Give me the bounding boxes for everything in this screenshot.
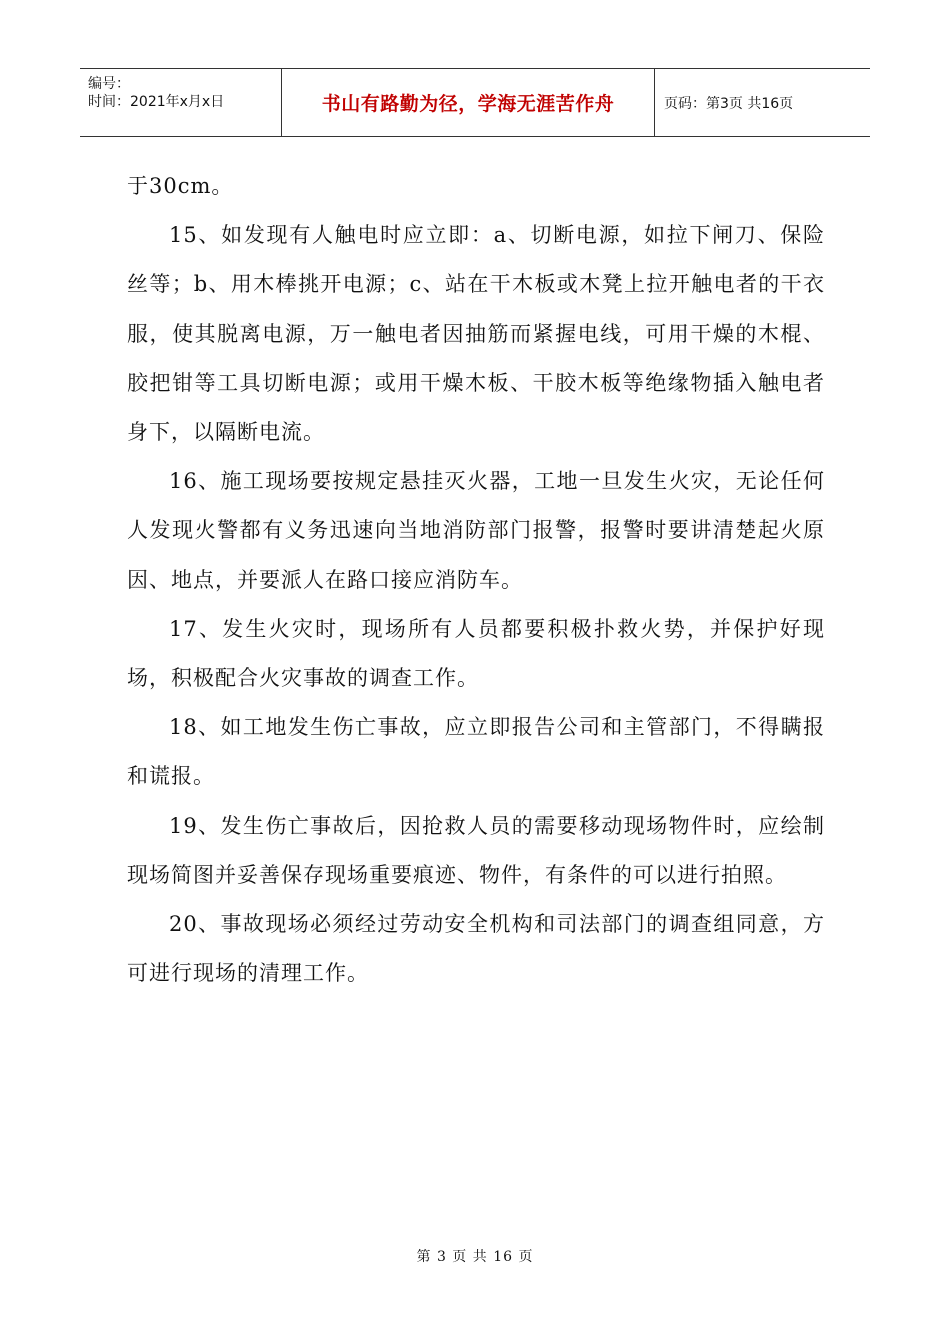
paragraph-continuation: 于30cm。 bbox=[127, 174, 234, 198]
header-page-info: 页码：第3页 共16页 bbox=[664, 95, 794, 112]
page-footer-number: 第 3 页 共 16 页 bbox=[416, 1249, 534, 1265]
document-date-label: 时间：2021年x月x日 bbox=[88, 94, 225, 110]
paragraph-item-15: 15、如发现有人触电时应立即：a、切断电源，如拉下闸刀、保险丝等；b、用木棒挑开电源；c、站在干木板或木凳上拉开触电者的干衣服，使其脱离电源，万一触电者因抽筋而紧握电线，可用干燥的木棍、胶把钳等工具切断电源；或用干燥木板、干胶木板等绝缘物插入触电者身下，以隔断电流。 bbox=[127, 223, 825, 445]
header-motto-cell bbox=[282, 69, 655, 136]
document-body bbox=[127, 162, 825, 998]
page-header bbox=[80, 68, 870, 137]
paragraph-item-17: 17、发生火灾时，现场所有人员都要积极扑救火势，并保护好现场，积极配合火灾事故的调查工作。 bbox=[127, 616, 825, 691]
paragraph-item-19: 19、发生伤亡事故后，因抢救人员的需要移动现场物件时，应绘制现场简图并妥善保存现场重要痕迹、物件，有条件的可以进行拍照。 bbox=[127, 813, 825, 887]
header-motto: 书山有路勤为径，学海无涯苦作舟 bbox=[321, 93, 615, 115]
paragraph-item-16: 16、施工现场要按规定悬挂灭火器，工地一旦发生火灾，无论任何人发现火警都有义务迅速向当地消防部门报警，报警时要讲清楚起火原因、地点，并要派人在路口接应消防车。 bbox=[127, 469, 825, 592]
document-number-label: 编号： bbox=[88, 76, 130, 92]
paragraph-item-20: 20、事故现场必须经过劳动安全机构和司法部门的调查组同意，方可进行现场的清理工作。 bbox=[127, 912, 825, 986]
header-page-cell bbox=[655, 69, 870, 136]
header-meta-cell bbox=[80, 69, 282, 136]
paragraph-item-18: 18、如工地发生伤亡事故，应立即报告公司和主管部门，不得瞒报和谎报。 bbox=[127, 715, 825, 789]
